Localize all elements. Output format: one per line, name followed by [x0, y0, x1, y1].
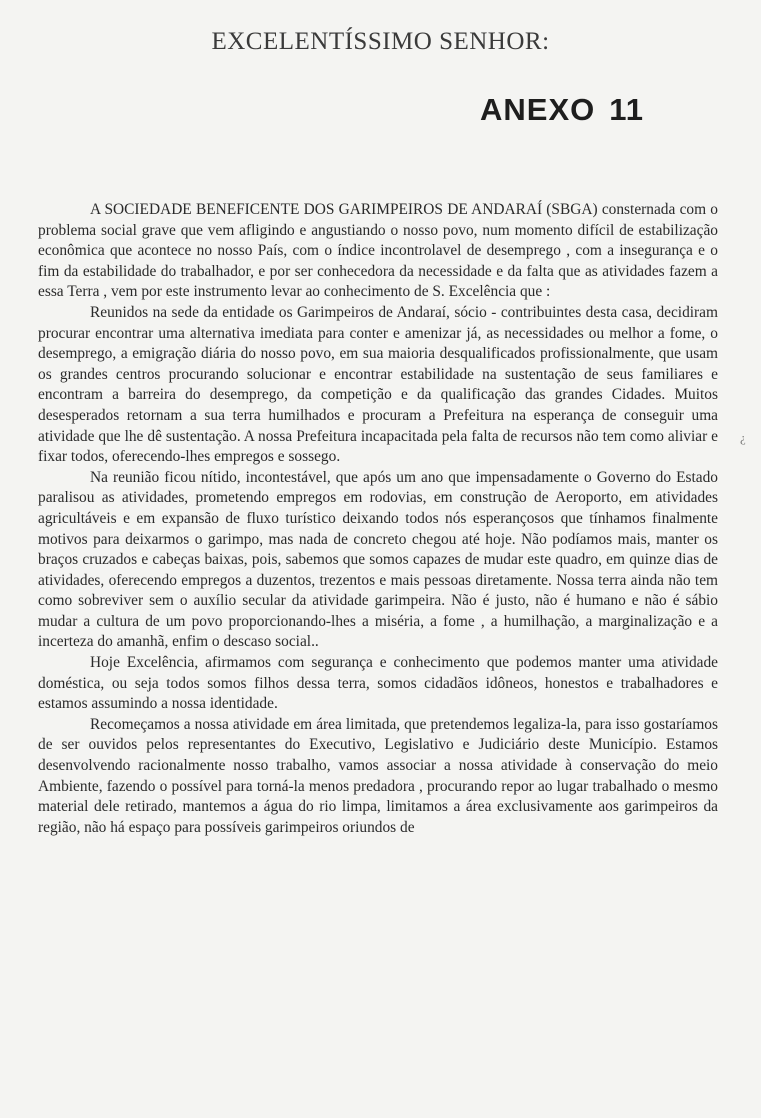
paragraph-2: Reunidos na sede da entidade os Garimpeiros de Andaraí, sócio - contribuintes desta casa, decidiram procurar encontrar uma alternativa imediata para conter e amenizar já, as necessidades ou melhor a fome, o desemprego, a emigração diária do nosso povo, em sua maioria desqualificados profissionalmente, que usam os grandes centros procurando solucionar e encontrar estabilidade na sustentação de seus familiares e encontram a barreira do desemprego, da competição e da qualificação das grandes Cidades. Muitos desesperados retornam a sua terra humilhados e procuram a Prefeitura na esperança de conseguir uma atividade que lhe dê sustentação. A nossa Prefeitura incapacitada pela falta de recursos não tem como aliviar e fixar todos, oferecendo-lhes empregos e sossego.: [38, 303, 718, 466]
annex-title: [480, 92, 644, 128]
paragraph-1: A SOCIEDADE BENEFICENTE DOS GARIMPEIROS DE ANDARAÍ (SBGA) consternada com o problema social grave que vem afligindo e angustiando o nosso povo, num momento difícil de estabilização econômica que acontece no nosso País, com o índice incontrolavel de desemprego , com a insegurança e o fim da estabilidade do trabalhador, e por ser conhecedora da necessidade e da falta que as atividades fazem a essa Terra , vem por este instrumento levar ao conhecimento de S. Excelência que :: [38, 201, 718, 301]
annex-number: 11: [609, 92, 645, 127]
letter-salutation: EXCELENTÍSSIMO SENHOR:: [211, 28, 550, 55]
paragraph-3: Na reunião ficou nítido, incontestável, que após um ano que impensadamente o Governo do Estado paralisou as atividades, prometendo empregos em rodovias, em construção de Aeroporto, em atividades agricultáveis e em expansão de fluxo turístico deixando todos nós esperançosos que tínhamos finalmente motivos para deixarmos o garimpo, mas nada de concreto chegou até hoje. Não podíamos mais, manter os braços cruzados e cabeças baixas, pois, sabemos que somos capazes de mudar este quadro, em quinze dias de atividades, oferecendo empregos a duzentos, trezentos e mais pessoas diretamente. Nossa terra ainda não tem como sobreviver sem o auxílio secular da atividade garimpeira. Não é justo, não é humano e não é sábio mudar a cultura de um povo proporcionando-lhes a miséria, a fome , a humilhação, a marginalização e a incerteza do amanhã, enfim o descaso social..: [38, 468, 718, 651]
scan-artifact-mark: ¿: [740, 430, 746, 445]
paragraph-4: Hoje Excelência, afirmamos com segurança e conhecimento que podemos manter uma atividade doméstica, ou seja todos somos filhos dessa terra, somos cidadãos idôneos, honestos e trabalhadores e estamos assumindo a nossa identidade.: [38, 654, 718, 713]
letter-body: [38, 200, 718, 838]
paragraph-5: Recomeçamos a nossa atividade em área limitada, que pretendemos legaliza-la, para isso gostaríamos de ser ouvidos pelos representantes do Executivo, Legislativo e Judiciário deste Município. Estamos desenvolvendo racionalmente nosso trabalho, vamos associar a nossa atividade à conservação do meio Ambiente, fazendo o possível para torná-la menos predadora , procurando repor ao lugar trabalhado o mesmo material dele retirado, mantemos a água do rio limpa, limitamos a área exclusivamente aos garimpeiros da região, não há espaço para possíveis garimpeiros oriundos de: [38, 715, 718, 836]
annex-label: ANEXO: [480, 92, 596, 127]
